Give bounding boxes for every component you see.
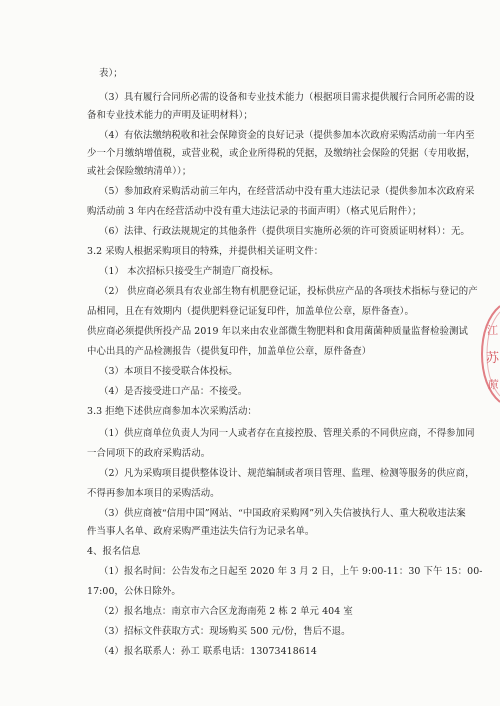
text-line-13: 品相同，且在有效期内（提供肥料登记证复印件，加盖单位公章，原件备查）。 bbox=[87, 306, 414, 317]
svg-text:苏: 苏 bbox=[486, 351, 500, 366]
text-line-14: 供应商必须提供所投产品 2019 年以来由农业部微生物肥料和食用菌菌种质量监督检验测试 bbox=[87, 326, 468, 337]
text-line-12: （2） 供应商必须具有农业部生物有机肥登记证，投标供应产品的各项技术指标与登记的产 bbox=[99, 286, 478, 297]
text-line-11: （1） 本次招标只接受生产制造厂商投标。 bbox=[99, 266, 279, 277]
text-line-23: （3）供应商被“信用中国”网站、“中国政府采购网”列入失信被执行人、重大税收违法案 bbox=[99, 508, 466, 519]
text-line-7: （5）参加政府采购活动前三年内，在经营活动中没有重大违法记录（提供参加本次政府采 bbox=[99, 186, 475, 197]
text-line-9: （6）法律、行政法规规定的其他条件（提供项目实施所必须的许可资质证明材料）：无。 bbox=[99, 226, 470, 237]
text-line-16: （3）本项目不接受联合体投标。 bbox=[99, 366, 238, 377]
text-line-17: （4）是否接受进口产品：不接受。 bbox=[99, 386, 248, 397]
text-line-20: 一合同项下的政府采购活动。 bbox=[87, 448, 211, 459]
text-line-30: （4）报名联系人：孙工 联系电话：13073418614 bbox=[99, 646, 317, 657]
text-line-27: 17:00，公休日除外。 bbox=[87, 586, 181, 597]
text-line-4: （4）有依法缴纳税收和社会保障资金的良好记录（提供参加本次政府采购活动前一年内至 bbox=[99, 130, 475, 141]
text-line-3: 备和专业技术能力的声明及证明材料）； bbox=[87, 110, 253, 121]
text-line-15: 中心出具的产品检测报告（提供复印件，加盖单位公章，原件备查） bbox=[87, 346, 372, 357]
text-line-21: （2）凡为采购项目提供整体设计、规范编制或者项目管理、监理、检测等服务的供应商， bbox=[99, 468, 475, 479]
text-line-1: 表）； bbox=[99, 68, 123, 79]
text-line-6: 或社会保险缴纳清单））； bbox=[87, 166, 192, 177]
svg-text:江: 江 bbox=[487, 324, 498, 337]
text-line-26: （1）报名时间：公告发布之日起至 2020 年 3 月 2 日，上午 9:00-11：30 下午 15：00- bbox=[99, 566, 483, 577]
text-line-24: 件当事人名单、政府采购严重违法失信行为记录名单。 bbox=[87, 526, 315, 537]
text-line-2: （3）具有履行合同所必需的设备和专业技术能力（根据项目需求提供履行合同所必需的设 bbox=[99, 92, 475, 103]
text-line-19: （1）供应商单位负责人为同一人或者存在直接控股、管理关系的不同供应商，不得参加同 bbox=[99, 428, 475, 439]
text-line-28: （2）报名地点：南京市六合区龙海南苑 2 栋 2 单元 404 室 bbox=[99, 606, 353, 617]
text-line-22: 不得再参加本项目的采购活动。 bbox=[87, 488, 220, 499]
red-seal-stamp bbox=[478, 304, 500, 404]
section-heading-3-3: 3.3 拒绝下述供应商参加本次采购活动： bbox=[87, 406, 257, 417]
section-heading-3-2: 3.2 采购人根据采购项目的特殊，并提供相关证明文件： bbox=[87, 246, 324, 257]
text-line-29: （3）招标文件获取方式：现场购买 500 元/份，售后不退。 bbox=[99, 626, 351, 637]
svg-text:蒝: 蒝 bbox=[488, 378, 499, 391]
text-line-5: 少一个月缴纳增值税，或营业税，或企业所得税的凭据，及缴纳社会保险的凭据（专用收据， bbox=[87, 148, 476, 159]
text-line-8: 购活动前 3 年内在经营活动中没有重大违法记录的书面声明）（格式见后附件）； bbox=[87, 206, 422, 217]
section-heading-4: 4、报名信息 bbox=[87, 546, 141, 557]
